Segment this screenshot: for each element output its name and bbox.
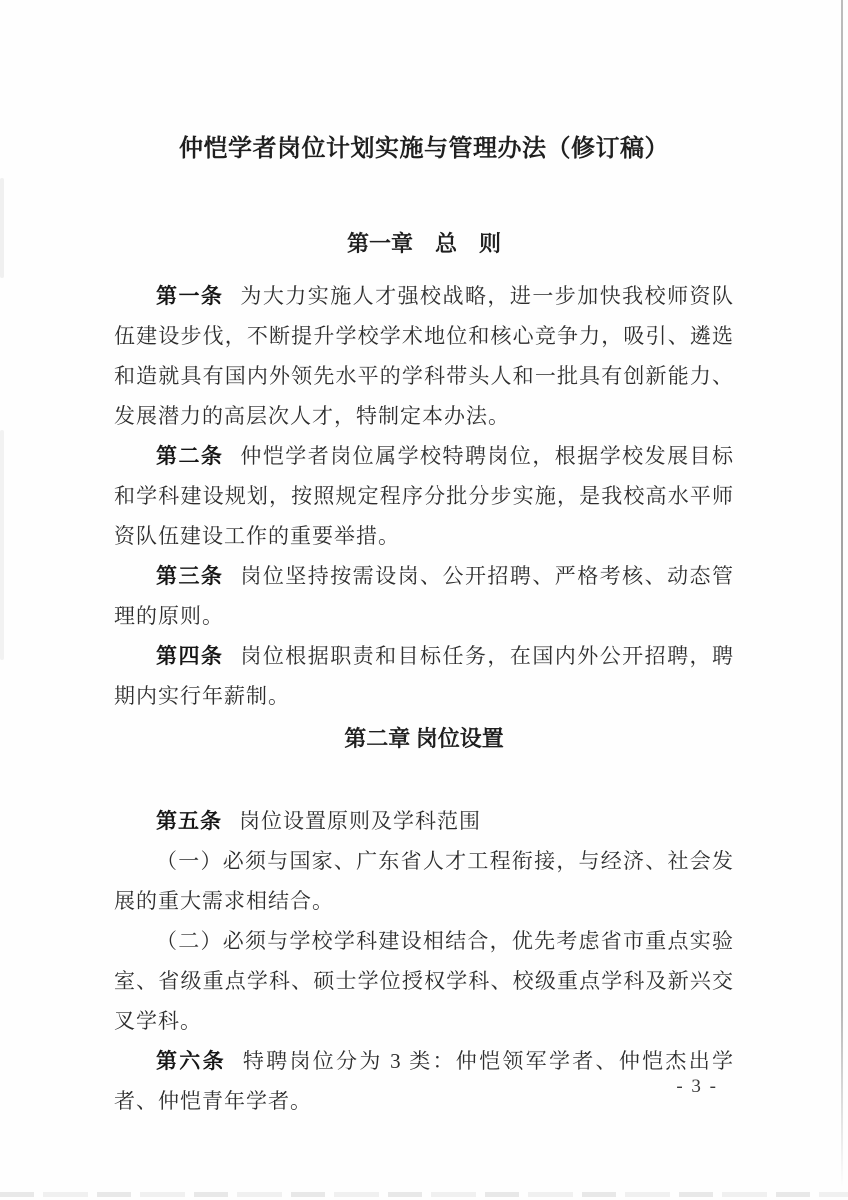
article-2-paragraph xyxy=(114,436,734,556)
article-3-label: 第三条 xyxy=(156,564,224,588)
article-1-paragraph xyxy=(114,276,734,436)
document-title: 仲恺学者岗位计划实施与管理办法（修订稿） xyxy=(179,135,669,162)
item-2-text: （二）必须与学校学科建设相结合，优先考虑省市重点实验室、省级重点学科、硕士学位授权学科、校级重点学科及新兴交叉学科。 xyxy=(114,929,734,1033)
article-1-text: 为大力实施人才强校战略，进一步加快我校师资队伍建设步伐，不断提升学校学术地位和核心竞争力，吸引、遴选和造就具有国内外领先水平的学科带头人和一批具有创新能力、发展潜力的高层次人才，特制定本办法。 xyxy=(114,284,734,428)
article-6-label: 第六条 xyxy=(156,1049,226,1073)
article-4-text: 岗位根据职责和目标任务，在国内外公开招聘，聘期内实行年薪制。 xyxy=(114,644,734,708)
article-3-paragraph xyxy=(114,556,734,636)
article-5-paragraph xyxy=(114,801,734,841)
article-2-label: 第二条 xyxy=(156,444,224,468)
article-4-label: 第四条 xyxy=(156,644,224,668)
article-6-text: 特聘岗位分为 3 类：仲恺领军学者、仲恺杰出学者、仲恺青年学者。 xyxy=(114,1049,734,1113)
item-1-text: （一）必须与国家、广东省人才工程衔接，与经济、社会发展的重大需求相结合。 xyxy=(114,849,734,913)
article-2-text: 仲恺学者岗位属学校特聘岗位，根据学校发展目标和学科建设规划，按照规定程序分批分步实施，是我校高水平师资队伍建设工作的重要举措。 xyxy=(114,444,734,548)
article-4-paragraph xyxy=(114,636,734,716)
item-1-paragraph xyxy=(114,841,734,921)
article-5-text: 岗位设置原则及学科范围 xyxy=(239,809,481,833)
chapter-2-heading: 第二章 岗位设置 xyxy=(344,726,504,751)
article-6-paragraph xyxy=(114,1041,734,1121)
page-number: - 3 - xyxy=(676,1076,718,1097)
chapter-1-heading: 第一章 总 则 xyxy=(346,231,501,256)
scan-artifact-left-smudge-top xyxy=(0,178,4,278)
article-3-text: 岗位坚持按需设岗、公开招聘、严格考核、动态管理的原则。 xyxy=(114,564,734,628)
item-2-paragraph xyxy=(114,921,734,1041)
scan-artifact-right-edge-line xyxy=(841,0,843,1188)
scan-artifact-bottom-edge xyxy=(0,1192,848,1197)
article-1-label: 第一条 xyxy=(156,284,224,308)
article-5-label: 第五条 xyxy=(156,809,222,833)
scan-artifact-left-smudge-middle xyxy=(0,430,4,660)
document-content xyxy=(114,0,734,1121)
